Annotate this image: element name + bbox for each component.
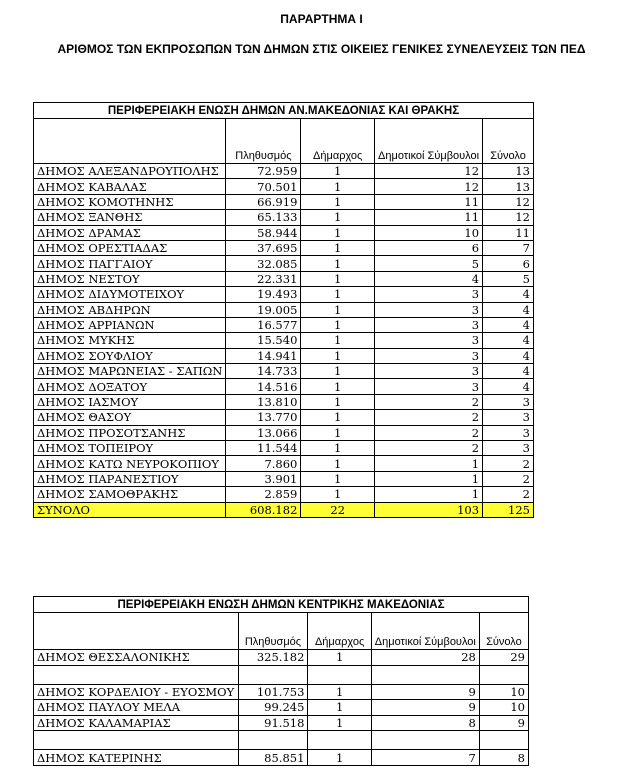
population-cell: 13.770 — [226, 410, 301, 425]
total-cell — [479, 665, 528, 684]
population-cell: 91.518 — [238, 715, 308, 731]
table-row — [34, 731, 529, 750]
header-cell — [34, 119, 226, 164]
header-cell: Πληθυσμός — [226, 119, 301, 164]
municipality-cell: ΔΗΜΟΣ ΜΥΚΗΣ — [34, 333, 226, 348]
mayor-cell: 1 — [301, 394, 375, 409]
table-row — [34, 410, 534, 425]
header-cell: Πληθυσμός — [238, 613, 308, 650]
population-cell: 37.695 — [226, 240, 301, 255]
total-cell: 3 — [483, 441, 534, 456]
mayor-cell: 1 — [301, 179, 375, 194]
total-row — [34, 502, 534, 517]
table-row — [34, 256, 534, 271]
municipality-cell: ΔΗΜΟΣ ΑΛΕΞΑΝΔΡΟΥΠΟΛΗΣ — [34, 164, 226, 179]
table-row — [34, 487, 534, 502]
mayor-cell: 22 — [301, 502, 375, 517]
population-cell — [238, 665, 308, 684]
total-cell: 5 — [483, 271, 534, 286]
municipality-cell: ΔΗΜΟΣ ΘΕΣΣΑΛΟΝΙΚΗΣ — [34, 650, 239, 666]
mayor-cell: 1 — [308, 684, 371, 700]
header-row — [34, 119, 534, 164]
table-row — [34, 287, 534, 302]
mayor-cell — [308, 731, 371, 750]
mayor-cell: 1 — [308, 750, 371, 766]
municipality-cell: ΔΗΜΟΣ ΜΑΡΩΝΕΙΑΣ - ΣΑΠΩΝ — [34, 364, 226, 379]
municipality-cell: ΔΗΜΟΣ ΚΑΒΑΛΑΣ — [34, 179, 226, 194]
councillors-cell: 3 — [375, 317, 483, 332]
mayor-cell: 1 — [301, 441, 375, 456]
municipality-cell: ΔΗΜΟΣ ΚΑΤΩ ΝΕΥΡΟΚΟΠΙΟΥ — [34, 456, 226, 471]
mayor-cell: 1 — [301, 364, 375, 379]
population-cell: 22.331 — [226, 271, 301, 286]
municipality-cell: ΔΗΜΟΣ ΠΑΡΑΝΕΣΤΙΟΥ — [34, 471, 226, 486]
municipality-cell: ΔΗΜΟΣ ΠΡΟΣΟΤΣΑΝΗΣ — [34, 425, 226, 440]
table-row — [34, 665, 529, 684]
total-cell: 4 — [483, 364, 534, 379]
mayor-cell: 1 — [308, 715, 371, 731]
table-row — [34, 379, 534, 394]
municipality-cell: ΔΗΜΟΣ ΟΡΕΣΤΙΑΔΑΣ — [34, 240, 226, 255]
table-caption: ΠΕΡΙΦΕΡΕΙΑΚΗ ΕΝΩΣΗ ΔΗΜΩΝ ΑΝ.ΜΑΚΕΔΟΝΙΑΣ ΚΑΙ ΘΡΑΚΗΣ — [34, 103, 534, 119]
municipality-cell: ΔΗΜΟΣ ΣΟΥΦΛΙΟΥ — [34, 348, 226, 363]
header-cell — [34, 613, 239, 650]
councillors-cell: 9 — [371, 684, 479, 700]
councillors-cell — [371, 665, 479, 684]
total-cell: 12 — [483, 210, 534, 225]
population-cell: 66.919 — [226, 194, 301, 209]
mayor-cell: 1 — [301, 240, 375, 255]
mayor-cell: 1 — [301, 333, 375, 348]
municipality-cell: ΔΗΜΟΣ ΚΟΜΟΤΗΝΗΣ — [34, 194, 226, 209]
councillors-cell: 9 — [371, 700, 479, 716]
table-row — [34, 425, 534, 440]
total-cell: 125 — [483, 502, 534, 517]
councillors-cell: 1 — [375, 471, 483, 486]
table-row — [34, 302, 534, 317]
population-cell: 14.516 — [226, 379, 301, 394]
table-anatoliki-makedonia-thraki — [33, 102, 534, 518]
population-cell: 2.859 — [226, 487, 301, 502]
header-cell: Δήμαρχος — [301, 119, 375, 164]
municipality-cell: ΔΗΜΟΣ ΞΑΝΘΗΣ — [34, 210, 226, 225]
councillors-cell: 2 — [375, 425, 483, 440]
total-cell: 3 — [483, 425, 534, 440]
population-cell: 15.540 — [226, 333, 301, 348]
mayor-cell: 1 — [301, 471, 375, 486]
mayor-cell: 1 — [301, 225, 375, 240]
header-cell: Δήμαρχος — [308, 613, 371, 650]
councillors-cell: 4 — [375, 271, 483, 286]
councillors-cell: 2 — [375, 441, 483, 456]
councillors-cell: 7 — [371, 750, 479, 766]
mayor-cell: 1 — [301, 302, 375, 317]
councillors-cell: 103 — [375, 502, 483, 517]
councillors-cell: 3 — [375, 364, 483, 379]
municipality-cell: ΔΗΜΟΣ ΑΒΔΗΡΩΝ — [34, 302, 226, 317]
councillors-cell: 12 — [375, 179, 483, 194]
mayor-cell: 1 — [301, 410, 375, 425]
mayor-cell: 1 — [301, 194, 375, 209]
mayor-cell: 1 — [301, 487, 375, 502]
total-cell: 4 — [483, 317, 534, 332]
table-row — [34, 684, 529, 700]
municipality-cell: ΔΗΜΟΣ ΚΑΤΕΡΙΝΗΣ — [34, 750, 239, 766]
total-cell: 3 — [483, 394, 534, 409]
table-row — [34, 194, 534, 209]
population-cell: 101.753 — [238, 684, 308, 700]
population-cell: 13.810 — [226, 394, 301, 409]
population-cell: 325.182 — [238, 650, 308, 666]
population-cell: 7.860 — [226, 456, 301, 471]
total-cell: 7 — [483, 240, 534, 255]
population-cell: 14.733 — [226, 364, 301, 379]
population-cell: 11.544 — [226, 441, 301, 456]
councillors-cell: 2 — [375, 410, 483, 425]
population-cell: 16.577 — [226, 317, 301, 332]
total-cell: 13 — [483, 179, 534, 194]
councillors-cell: 12 — [375, 164, 483, 179]
table-row — [34, 750, 529, 766]
mayor-cell: 1 — [301, 164, 375, 179]
population-cell: 65.133 — [226, 210, 301, 225]
document-heading: ΑΡΙΘΜΟΣ ΤΩΝ ΕΚΠΡΟΣΩΠΩΝ ΤΩΝ ΔΗΜΩΝ ΣΤΙΣ ΟΙΚΕΙΕΣ ΓΕΝΙΚΕΣ ΣΥΝΕΛΕΥΣΕΙΣ ΤΩΝ ΠΕΔ — [57, 42, 586, 56]
table-caption: ΠΕΡΙΦΕΡΕΙΑΚΗ ΕΝΩΣΗ ΔΗΜΩΝ ΚΕΝΤΡΙΚΗΣ ΜΑΚΕΔΟΝΙΑΣ — [34, 597, 529, 613]
table-row — [34, 179, 534, 194]
municipality-cell: ΔΗΜΟΣ ΑΡΡΙΑΝΩΝ — [34, 317, 226, 332]
table-row — [34, 456, 534, 471]
table-row — [34, 240, 534, 255]
mayor-cell: 1 — [301, 317, 375, 332]
municipality-cell: ΔΗΜΟΣ ΚΟΡΔΕΛΙΟΥ - ΕΥΟΣΜΟΥ — [34, 684, 239, 700]
municipality-cell: ΔΗΜΟΣ ΝΕΣΤΟΥ — [34, 271, 226, 286]
total-cell: 10 — [479, 700, 528, 716]
municipality-cell: ΔΗΜΟΣ ΠΑΥΛΟΥ ΜΕΛΑ — [34, 700, 239, 716]
population-cell: 13.066 — [226, 425, 301, 440]
mayor-cell: 1 — [301, 348, 375, 363]
councillors-cell — [371, 731, 479, 750]
councillors-cell: 3 — [375, 302, 483, 317]
councillors-cell: 11 — [375, 210, 483, 225]
municipality-cell: ΔΗΜΟΣ ΔΡΑΜΑΣ — [34, 225, 226, 240]
table-row — [34, 650, 529, 666]
total-cell: 10 — [479, 684, 528, 700]
table-row — [34, 225, 534, 240]
table-row — [34, 394, 534, 409]
councillors-cell: 2 — [375, 394, 483, 409]
total-cell: 3 — [483, 410, 534, 425]
municipality-cell: ΔΗΜΟΣ ΔΙΔΥΜΟΤΕΙΧΟΥ — [34, 287, 226, 302]
table-row — [34, 700, 529, 716]
total-cell: 2 — [483, 471, 534, 486]
mayor-cell: 1 — [308, 700, 371, 716]
councillors-cell: 10 — [375, 225, 483, 240]
municipality-cell: ΔΗΜΟΣ ΙΑΣΜΟΥ — [34, 394, 226, 409]
population-cell — [238, 731, 308, 750]
header-cell: Σύνολο — [479, 613, 528, 650]
municipality-cell: ΔΗΜΟΣ ΚΑΛΑΜΑΡΙΑΣ — [34, 715, 239, 731]
councillors-cell: 28 — [371, 650, 479, 666]
councillors-cell: 3 — [375, 333, 483, 348]
table-row — [34, 348, 534, 363]
population-cell: 70.501 — [226, 179, 301, 194]
total-cell: 4 — [483, 287, 534, 302]
total-cell: 29 — [479, 650, 528, 666]
population-cell: 99.245 — [238, 700, 308, 716]
total-cell: 4 — [483, 333, 534, 348]
population-cell: 72.959 — [226, 164, 301, 179]
total-cell — [479, 731, 528, 750]
councillors-cell: 5 — [375, 256, 483, 271]
municipality-cell: ΣΥΝΟΛΟ — [34, 502, 226, 517]
total-cell: 2 — [483, 487, 534, 502]
mayor-cell: 1 — [301, 210, 375, 225]
header-cell: Δημοτικοί Σύμβουλοι — [371, 613, 479, 650]
table-row — [34, 271, 534, 286]
table-row — [34, 164, 534, 179]
councillors-cell: 8 — [371, 715, 479, 731]
total-cell: 11 — [483, 225, 534, 240]
municipality-cell — [34, 665, 239, 684]
table-row — [34, 317, 534, 332]
total-cell: 12 — [483, 194, 534, 209]
table-kentriki-makedonia — [33, 596, 529, 766]
population-cell: 14.941 — [226, 348, 301, 363]
councillors-cell: 1 — [375, 456, 483, 471]
councillors-cell: 1 — [375, 487, 483, 502]
population-cell: 608.182 — [226, 502, 301, 517]
councillors-cell: 11 — [375, 194, 483, 209]
municipality-cell: ΔΗΜΟΣ ΣΑΜΟΘΡΑΚΗΣ — [34, 487, 226, 502]
table-row — [34, 333, 534, 348]
table-row — [34, 441, 534, 456]
population-cell: 19.493 — [226, 287, 301, 302]
councillors-cell: 3 — [375, 348, 483, 363]
total-cell: 6 — [483, 256, 534, 271]
table-row — [34, 715, 529, 731]
table-row — [34, 364, 534, 379]
mayor-cell: 1 — [301, 456, 375, 471]
header-row — [34, 613, 529, 650]
municipality-cell: ΔΗΜΟΣ ΠΑΓΓΑΙΟΥ — [34, 256, 226, 271]
table-row — [34, 210, 534, 225]
population-cell: 19.005 — [226, 302, 301, 317]
councillors-cell: 3 — [375, 287, 483, 302]
municipality-cell: ΔΗΜΟΣ ΘΑΣΟΥ — [34, 410, 226, 425]
population-cell: 85.851 — [238, 750, 308, 766]
municipality-cell: ΔΗΜΟΣ ΔΟΞΑΤΟΥ — [34, 379, 226, 394]
total-cell: 2 — [483, 456, 534, 471]
mayor-cell: 1 — [301, 287, 375, 302]
mayor-cell: 1 — [301, 256, 375, 271]
total-cell: 8 — [479, 750, 528, 766]
population-cell: 58.944 — [226, 225, 301, 240]
mayor-cell: 1 — [301, 379, 375, 394]
mayor-cell: 1 — [301, 271, 375, 286]
councillors-cell: 3 — [375, 379, 483, 394]
total-cell: 13 — [483, 164, 534, 179]
municipality-cell: ΔΗΜΟΣ ΤΟΠΕΙΡΟΥ — [34, 441, 226, 456]
municipality-cell — [34, 731, 239, 750]
header-cell: Δημοτικοί Σύμβουλοι — [375, 119, 483, 164]
mayor-cell: 1 — [308, 650, 371, 666]
table-row — [34, 471, 534, 486]
population-cell: 3.901 — [226, 471, 301, 486]
mayor-cell: 1 — [301, 425, 375, 440]
councillors-cell: 6 — [375, 240, 483, 255]
header-cell: Σύνολο — [483, 119, 534, 164]
total-cell: 9 — [479, 715, 528, 731]
population-cell: 32.085 — [226, 256, 301, 271]
total-cell: 4 — [483, 302, 534, 317]
annex-title: ΠΑΡΑΡΤΗΜΑ Ι — [280, 12, 363, 26]
total-cell: 4 — [483, 379, 534, 394]
mayor-cell — [308, 665, 371, 684]
total-cell: 4 — [483, 348, 534, 363]
